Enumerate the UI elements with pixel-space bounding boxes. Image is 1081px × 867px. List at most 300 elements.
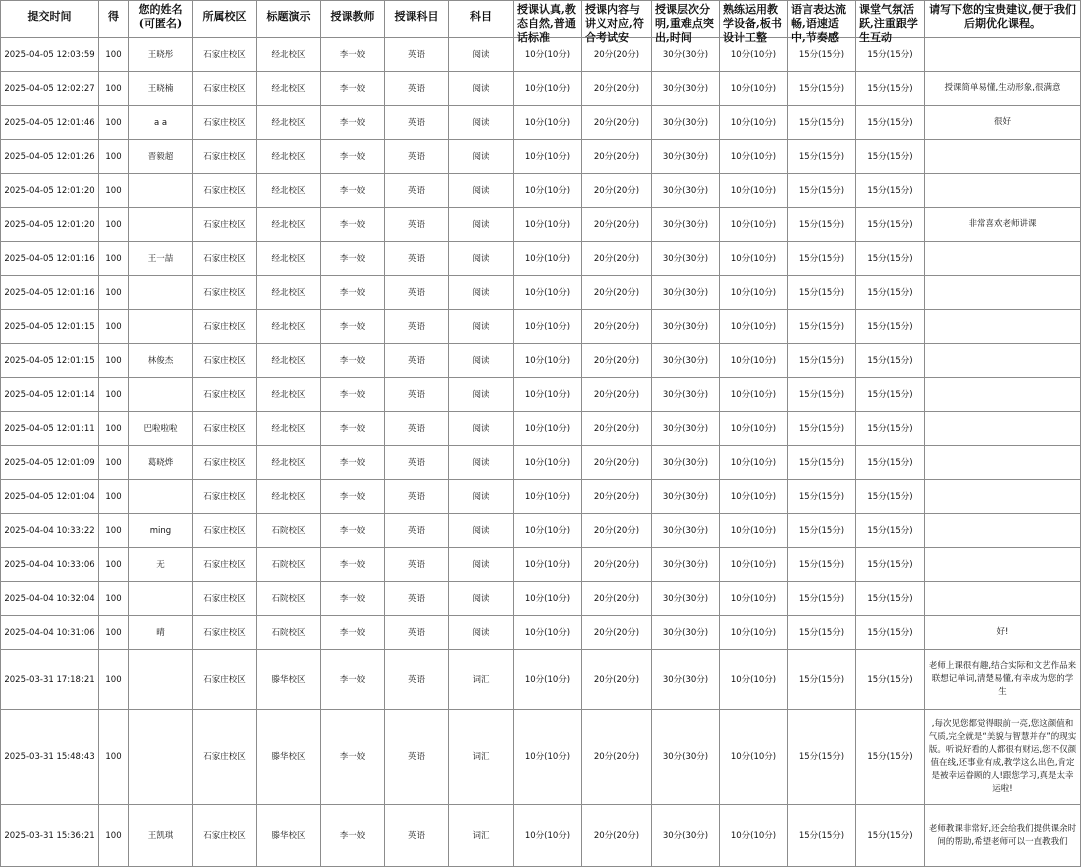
criterion-5-cell[interactable]: 15分(15分) xyxy=(788,208,856,242)
teacher-cell[interactable]: 李一姣 xyxy=(321,242,385,276)
teacher-cell[interactable]: 李一姣 xyxy=(321,650,385,710)
criterion-3-cell[interactable]: 30分(30分) xyxy=(652,174,720,208)
subject-cell[interactable]: 阅读 xyxy=(449,412,514,446)
suggestion-cell[interactable] xyxy=(925,38,1081,72)
name-cell[interactable] xyxy=(129,276,193,310)
score-cell[interactable]: 100 xyxy=(99,514,129,548)
table-row[interactable] xyxy=(1,208,1081,242)
subject-cell[interactable]: 阅读 xyxy=(449,276,514,310)
criterion-2-cell[interactable]: 20分(20分) xyxy=(582,412,652,446)
name-cell[interactable] xyxy=(129,582,193,616)
branch-cell[interactable]: 经北校区 xyxy=(257,106,321,140)
campus-cell[interactable]: 石家庄校区 xyxy=(193,174,257,208)
criterion-5-cell[interactable]: 15分(15分) xyxy=(788,650,856,710)
score-cell[interactable]: 100 xyxy=(99,446,129,480)
criterion-1-cell[interactable]: 10分(10分) xyxy=(514,106,582,140)
criterion-5-cell[interactable]: 15分(15分) xyxy=(788,72,856,106)
criterion-5-cell[interactable]: 15分(15分) xyxy=(788,106,856,140)
teacher-cell[interactable]: 李一姣 xyxy=(321,344,385,378)
campus-cell[interactable]: 石家庄校区 xyxy=(193,72,257,106)
course-cell[interactable]: 英语 xyxy=(385,805,449,867)
suggestion-cell[interactable] xyxy=(925,378,1081,412)
criterion-3-cell[interactable]: 30分(30分) xyxy=(652,446,720,480)
campus-cell[interactable]: 石家庄校区 xyxy=(193,514,257,548)
table-row[interactable] xyxy=(1,514,1081,548)
criterion-1-cell[interactable]: 10分(10分) xyxy=(514,276,582,310)
campus-cell[interactable]: 石家庄校区 xyxy=(193,208,257,242)
criterion-6-cell[interactable]: 15分(15分) xyxy=(856,548,925,582)
criterion-2-cell[interactable]: 20分(20分) xyxy=(582,514,652,548)
col-header-teacher[interactable] xyxy=(321,1,385,38)
criterion-4-cell[interactable]: 10分(10分) xyxy=(720,548,788,582)
criterion-3-cell[interactable]: 30分(30分) xyxy=(652,480,720,514)
criterion-5-cell[interactable]: 15分(15分) xyxy=(788,446,856,480)
name-cell[interactable]: 林俊杰 xyxy=(129,344,193,378)
course-cell[interactable]: 英语 xyxy=(385,106,449,140)
criterion-5-cell[interactable]: 15分(15分) xyxy=(788,276,856,310)
suggestion-cell[interactable]: 老师上课很有趣,结合实际和文艺作品来联想记单词,清楚易懂,有幸成为您的学生 xyxy=(925,650,1081,710)
score-cell[interactable]: 100 xyxy=(99,548,129,582)
col-header-criterion-1[interactable] xyxy=(514,1,582,44)
criterion-1-cell[interactable]: 10分(10分) xyxy=(514,514,582,548)
col-header-criterion-2[interactable] xyxy=(582,1,652,44)
branch-cell[interactable]: 经北校区 xyxy=(257,208,321,242)
suggestion-cell[interactable] xyxy=(925,548,1081,582)
criterion-4-cell[interactable]: 10分(10分) xyxy=(720,106,788,140)
suggestion-cell[interactable]: 好! xyxy=(925,616,1081,650)
course-cell[interactable]: 英语 xyxy=(385,276,449,310)
criterion-6-cell[interactable]: 15分(15分) xyxy=(856,412,925,446)
subject-cell[interactable]: 阅读 xyxy=(449,616,514,650)
criterion-3-cell[interactable]: 30分(30分) xyxy=(652,276,720,310)
criterion-4-cell[interactable]: 10分(10分) xyxy=(720,480,788,514)
criterion-4-cell[interactable]: 10分(10分) xyxy=(720,242,788,276)
subject-cell[interactable]: 词汇 xyxy=(449,805,514,867)
submit-time-cell[interactable]: 2025-03-31 15:36:21 xyxy=(1,805,99,867)
subject-cell[interactable]: 阅读 xyxy=(449,378,514,412)
branch-cell[interactable]: 石院校区 xyxy=(257,616,321,650)
criterion-6-cell[interactable]: 15分(15分) xyxy=(856,582,925,616)
criterion-3-cell[interactable]: 30分(30分) xyxy=(652,616,720,650)
branch-cell[interactable]: 石院校区 xyxy=(257,548,321,582)
table-row[interactable] xyxy=(1,310,1081,344)
submit-time-cell[interactable]: 2025-04-05 12:03:59 xyxy=(1,38,99,72)
branch-cell[interactable]: 经北校区 xyxy=(257,72,321,106)
campus-cell[interactable]: 石家庄校区 xyxy=(193,582,257,616)
criterion-3-cell[interactable]: 30分(30分) xyxy=(652,344,720,378)
criterion-4-cell[interactable]: 10分(10分) xyxy=(720,344,788,378)
col-header-campus[interactable] xyxy=(193,1,257,38)
subject-cell[interactable]: 阅读 xyxy=(449,446,514,480)
table-row[interactable] xyxy=(1,616,1081,650)
criterion-5-cell[interactable]: 15分(15分) xyxy=(788,174,856,208)
criterion-6-cell[interactable]: 15分(15分) xyxy=(856,174,925,208)
branch-cell[interactable]: 经北校区 xyxy=(257,140,321,174)
branch-cell[interactable]: 经北校区 xyxy=(257,310,321,344)
criterion-2-cell[interactable]: 20分(20分) xyxy=(582,140,652,174)
subject-cell[interactable]: 阅读 xyxy=(449,582,514,616)
teacher-cell[interactable]: 李一姣 xyxy=(321,106,385,140)
criterion-5-cell[interactable]: 15分(15分) xyxy=(788,480,856,514)
name-cell[interactable]: a a xyxy=(129,106,193,140)
criterion-1-cell[interactable]: 10分(10分) xyxy=(514,446,582,480)
score-cell[interactable]: 100 xyxy=(99,344,129,378)
table-row[interactable] xyxy=(1,805,1081,867)
subject-cell[interactable]: 阅读 xyxy=(449,174,514,208)
criterion-5-cell[interactable]: 15分(15分) xyxy=(788,548,856,582)
submit-time-cell[interactable]: 2025-04-05 12:01:14 xyxy=(1,378,99,412)
col-header-criterion-6[interactable] xyxy=(856,1,925,44)
criterion-1-cell[interactable]: 10分(10分) xyxy=(514,616,582,650)
suggestion-cell[interactable] xyxy=(925,446,1081,480)
col-header-branch[interactable] xyxy=(257,1,321,38)
table-row[interactable] xyxy=(1,140,1081,174)
score-cell[interactable]: 100 xyxy=(99,72,129,106)
criterion-3-cell[interactable]: 30分(30分) xyxy=(652,650,720,710)
course-cell[interactable]: 英语 xyxy=(385,38,449,72)
name-cell[interactable] xyxy=(129,174,193,208)
criterion-1-cell[interactable]: 10分(10分) xyxy=(514,805,582,867)
criterion-2-cell[interactable]: 20分(20分) xyxy=(582,310,652,344)
col-header-criterion-3[interactable] xyxy=(652,1,720,44)
criterion-2-cell[interactable]: 20分(20分) xyxy=(582,72,652,106)
branch-cell[interactable]: 滕华校区 xyxy=(257,650,321,710)
name-cell[interactable]: 王一喆 xyxy=(129,242,193,276)
criterion-6-cell[interactable]: 15分(15分) xyxy=(856,38,925,72)
criterion-6-cell[interactable]: 15分(15分) xyxy=(856,378,925,412)
criterion-1-cell[interactable]: 10分(10分) xyxy=(514,140,582,174)
campus-cell[interactable]: 石家庄校区 xyxy=(193,710,257,805)
suggestion-cell[interactable] xyxy=(925,140,1081,174)
suggestion-cell[interactable] xyxy=(925,242,1081,276)
course-cell[interactable]: 英语 xyxy=(385,616,449,650)
criterion-5-cell[interactable]: 15分(15分) xyxy=(788,140,856,174)
subject-cell[interactable]: 阅读 xyxy=(449,208,514,242)
criterion-6-cell[interactable]: 15分(15分) xyxy=(856,344,925,378)
suggestion-cell[interactable] xyxy=(925,310,1081,344)
criterion-1-cell[interactable]: 10分(10分) xyxy=(514,710,582,805)
criterion-4-cell[interactable]: 10分(10分) xyxy=(720,38,788,72)
criterion-2-cell[interactable]: 20分(20分) xyxy=(582,480,652,514)
criterion-4-cell[interactable]: 10分(10分) xyxy=(720,412,788,446)
campus-cell[interactable]: 石家庄校区 xyxy=(193,412,257,446)
submit-time-cell[interactable]: 2025-04-05 12:01:26 xyxy=(1,140,99,174)
criterion-1-cell[interactable]: 10分(10分) xyxy=(514,582,582,616)
suggestion-cell[interactable] xyxy=(925,174,1081,208)
criterion-4-cell[interactable]: 10分(10分) xyxy=(720,710,788,805)
criterion-6-cell[interactable]: 15分(15分) xyxy=(856,208,925,242)
score-cell[interactable]: 100 xyxy=(99,140,129,174)
criterion-2-cell[interactable]: 20分(20分) xyxy=(582,805,652,867)
score-cell[interactable]: 100 xyxy=(99,174,129,208)
criterion-3-cell[interactable]: 30分(30分) xyxy=(652,514,720,548)
submit-time-cell[interactable]: 2025-04-05 12:01:20 xyxy=(1,174,99,208)
teacher-cell[interactable]: 李一姣 xyxy=(321,276,385,310)
course-cell[interactable]: 英语 xyxy=(385,242,449,276)
branch-cell[interactable]: 经北校区 xyxy=(257,344,321,378)
table-row[interactable] xyxy=(1,242,1081,276)
name-cell[interactable] xyxy=(129,310,193,344)
teacher-cell[interactable]: 李一姣 xyxy=(321,514,385,548)
criterion-3-cell[interactable]: 30分(30分) xyxy=(652,106,720,140)
col-header-subject[interactable] xyxy=(449,1,514,38)
criterion-5-cell[interactable]: 15分(15分) xyxy=(788,710,856,805)
table-row[interactable] xyxy=(1,412,1081,446)
name-cell[interactable]: 晴 xyxy=(129,616,193,650)
criterion-4-cell[interactable]: 10分(10分) xyxy=(720,582,788,616)
criterion-2-cell[interactable]: 20分(20分) xyxy=(582,208,652,242)
course-cell[interactable]: 英语 xyxy=(385,72,449,106)
course-cell[interactable]: 英语 xyxy=(385,514,449,548)
subject-cell[interactable]: 阅读 xyxy=(449,514,514,548)
name-cell[interactable]: 王凯琪 xyxy=(129,805,193,867)
col-header-time[interactable] xyxy=(1,1,99,38)
criterion-1-cell[interactable]: 10分(10分) xyxy=(514,174,582,208)
criterion-3-cell[interactable]: 30分(30分) xyxy=(652,208,720,242)
name-cell[interactable]: 王晓楠 xyxy=(129,72,193,106)
criterion-2-cell[interactable]: 20分(20分) xyxy=(582,344,652,378)
teacher-cell[interactable]: 李一姣 xyxy=(321,310,385,344)
suggestion-cell[interactable]: ,每次见您都觉得眼前一亮,您这颜值和气质,完全就是“美貌与智慧并存”的现实版。听说好看的人都很有财运,您不仅颜值在线,还事业有成,教学这么出色,肯定是被幸运眷顾的人!跟您学习,真是太幸运啦! xyxy=(925,710,1081,805)
campus-cell[interactable]: 石家庄校区 xyxy=(193,616,257,650)
subject-cell[interactable]: 阅读 xyxy=(449,344,514,378)
name-cell[interactable] xyxy=(129,710,193,805)
name-cell[interactable]: 巴啦啦啦 xyxy=(129,412,193,446)
course-cell[interactable]: 英语 xyxy=(385,582,449,616)
submit-time-cell[interactable]: 2025-04-05 12:01:16 xyxy=(1,276,99,310)
course-cell[interactable]: 英语 xyxy=(385,378,449,412)
table-row[interactable] xyxy=(1,582,1081,616)
campus-cell[interactable]: 石家庄校区 xyxy=(193,106,257,140)
col-header-criterion-4[interactable] xyxy=(720,1,788,44)
table-row[interactable] xyxy=(1,650,1081,710)
subject-cell[interactable]: 阅读 xyxy=(449,242,514,276)
name-cell[interactable] xyxy=(129,480,193,514)
criterion-5-cell[interactable]: 15分(15分) xyxy=(788,310,856,344)
subject-cell[interactable]: 阅读 xyxy=(449,106,514,140)
branch-cell[interactable]: 经北校区 xyxy=(257,174,321,208)
criterion-2-cell[interactable]: 20分(20分) xyxy=(582,710,652,805)
criterion-1-cell[interactable]: 10分(10分) xyxy=(514,344,582,378)
submit-time-cell[interactable]: 2025-04-05 12:02:27 xyxy=(1,72,99,106)
col-header-suggestion[interactable] xyxy=(925,1,1081,38)
teacher-cell[interactable]: 李一姣 xyxy=(321,38,385,72)
criterion-2-cell[interactable]: 20分(20分) xyxy=(582,242,652,276)
name-cell[interactable]: 无 xyxy=(129,548,193,582)
suggestion-cell[interactable] xyxy=(925,412,1081,446)
submit-time-cell[interactable]: 2025-03-31 17:18:21 xyxy=(1,650,99,710)
course-cell[interactable]: 英语 xyxy=(385,174,449,208)
campus-cell[interactable]: 石家庄校区 xyxy=(193,378,257,412)
score-cell[interactable]: 100 xyxy=(99,242,129,276)
teacher-cell[interactable]: 李一姣 xyxy=(321,710,385,805)
col-header-criterion-5[interactable] xyxy=(788,1,856,44)
suggestion-cell[interactable] xyxy=(925,344,1081,378)
criterion-3-cell[interactable]: 30分(30分) xyxy=(652,805,720,867)
teacher-cell[interactable]: 李一姣 xyxy=(321,412,385,446)
criterion-4-cell[interactable]: 10分(10分) xyxy=(720,805,788,867)
teacher-cell[interactable]: 李一姣 xyxy=(321,548,385,582)
suggestion-cell[interactable] xyxy=(925,276,1081,310)
teacher-cell[interactable]: 李一姣 xyxy=(321,805,385,867)
criterion-6-cell[interactable]: 15分(15分) xyxy=(856,106,925,140)
score-cell[interactable]: 100 xyxy=(99,616,129,650)
criterion-3-cell[interactable]: 30分(30分) xyxy=(652,242,720,276)
score-cell[interactable]: 100 xyxy=(99,412,129,446)
campus-cell[interactable]: 石家庄校区 xyxy=(193,344,257,378)
submit-time-cell[interactable]: 2025-03-31 15:48:43 xyxy=(1,710,99,805)
submit-time-cell[interactable]: 2025-04-05 12:01:09 xyxy=(1,446,99,480)
criterion-3-cell[interactable]: 30分(30分) xyxy=(652,378,720,412)
course-cell[interactable]: 英语 xyxy=(385,412,449,446)
criterion-4-cell[interactable]: 10分(10分) xyxy=(720,174,788,208)
criterion-1-cell[interactable]: 10分(10分) xyxy=(514,378,582,412)
criterion-3-cell[interactable]: 30分(30分) xyxy=(652,582,720,616)
criterion-2-cell[interactable]: 20分(20分) xyxy=(582,174,652,208)
course-cell[interactable]: 英语 xyxy=(385,310,449,344)
criterion-6-cell[interactable]: 15分(15分) xyxy=(856,480,925,514)
criterion-6-cell[interactable]: 15分(15分) xyxy=(856,805,925,867)
suggestion-cell[interactable]: 非常喜欢老师讲课 xyxy=(925,208,1081,242)
criterion-5-cell[interactable]: 15分(15分) xyxy=(788,616,856,650)
criterion-4-cell[interactable]: 10分(10分) xyxy=(720,276,788,310)
suggestion-cell[interactable]: 很好 xyxy=(925,106,1081,140)
criterion-2-cell[interactable]: 20分(20分) xyxy=(582,276,652,310)
teacher-cell[interactable]: 李一姣 xyxy=(321,72,385,106)
subject-cell[interactable]: 阅读 xyxy=(449,548,514,582)
branch-cell[interactable]: 经北校区 xyxy=(257,242,321,276)
criterion-4-cell[interactable]: 10分(10分) xyxy=(720,140,788,174)
criterion-2-cell[interactable]: 20分(20分) xyxy=(582,582,652,616)
criterion-5-cell[interactable]: 15分(15分) xyxy=(788,344,856,378)
criterion-3-cell[interactable]: 30分(30分) xyxy=(652,310,720,344)
campus-cell[interactable]: 石家庄校区 xyxy=(193,805,257,867)
criterion-1-cell[interactable]: 10分(10分) xyxy=(514,72,582,106)
name-cell[interactable] xyxy=(129,208,193,242)
teacher-cell[interactable]: 李一姣 xyxy=(321,446,385,480)
score-cell[interactable]: 100 xyxy=(99,310,129,344)
table-row[interactable] xyxy=(1,378,1081,412)
subject-cell[interactable]: 阅读 xyxy=(449,310,514,344)
campus-cell[interactable]: 石家庄校区 xyxy=(193,446,257,480)
branch-cell[interactable]: 经北校区 xyxy=(257,38,321,72)
criterion-6-cell[interactable]: 15分(15分) xyxy=(856,242,925,276)
score-cell[interactable]: 100 xyxy=(99,480,129,514)
campus-cell[interactable]: 石家庄校区 xyxy=(193,242,257,276)
criterion-5-cell[interactable]: 15分(15分) xyxy=(788,805,856,867)
criterion-2-cell[interactable]: 20分(20分) xyxy=(582,616,652,650)
campus-cell[interactable]: 石家庄校区 xyxy=(193,650,257,710)
submit-time-cell[interactable]: 2025-04-04 10:31:06 xyxy=(1,616,99,650)
submit-time-cell[interactable]: 2025-04-05 12:01:20 xyxy=(1,208,99,242)
criterion-6-cell[interactable]: 15分(15分) xyxy=(856,140,925,174)
course-cell[interactable]: 英语 xyxy=(385,208,449,242)
branch-cell[interactable]: 经北校区 xyxy=(257,412,321,446)
branch-cell[interactable]: 经北校区 xyxy=(257,276,321,310)
table-row[interactable] xyxy=(1,344,1081,378)
course-cell[interactable]: 英语 xyxy=(385,548,449,582)
branch-cell[interactable]: 经北校区 xyxy=(257,378,321,412)
table-row[interactable] xyxy=(1,446,1081,480)
name-cell[interactable]: 晋毅超 xyxy=(129,140,193,174)
branch-cell[interactable]: 经北校区 xyxy=(257,446,321,480)
criterion-3-cell[interactable]: 30分(30分) xyxy=(652,548,720,582)
score-cell[interactable]: 100 xyxy=(99,710,129,805)
criterion-4-cell[interactable]: 10分(10分) xyxy=(720,514,788,548)
branch-cell[interactable]: 滕华校区 xyxy=(257,710,321,805)
criterion-3-cell[interactable]: 30分(30分) xyxy=(652,140,720,174)
col-header-course[interactable] xyxy=(385,1,449,38)
criterion-2-cell[interactable]: 20分(20分) xyxy=(582,650,652,710)
criterion-3-cell[interactable]: 30分(30分) xyxy=(652,710,720,805)
criterion-6-cell[interactable]: 15分(15分) xyxy=(856,446,925,480)
table-row[interactable] xyxy=(1,72,1081,106)
submit-time-cell[interactable]: 2025-04-05 12:01:15 xyxy=(1,344,99,378)
course-cell[interactable]: 英语 xyxy=(385,344,449,378)
branch-cell[interactable]: 滕华校区 xyxy=(257,805,321,867)
criterion-3-cell[interactable]: 30分(30分) xyxy=(652,72,720,106)
criterion-4-cell[interactable]: 10分(10分) xyxy=(720,72,788,106)
criterion-3-cell[interactable]: 30分(30分) xyxy=(652,412,720,446)
criterion-2-cell[interactable]: 20分(20分) xyxy=(582,548,652,582)
criterion-1-cell[interactable]: 10分(10分) xyxy=(514,208,582,242)
suggestion-cell[interactable]: 老师教课非常好,还会给我们提供课余时间的帮助,希望老师可以一直教我们 xyxy=(925,805,1081,867)
campus-cell[interactable]: 石家庄校区 xyxy=(193,140,257,174)
criterion-4-cell[interactable]: 10分(10分) xyxy=(720,378,788,412)
submit-time-cell[interactable]: 2025-04-05 12:01:15 xyxy=(1,310,99,344)
criterion-4-cell[interactable]: 10分(10分) xyxy=(720,616,788,650)
criterion-5-cell[interactable]: 15分(15分) xyxy=(788,582,856,616)
submit-time-cell[interactable]: 2025-04-05 12:01:11 xyxy=(1,412,99,446)
name-cell[interactable] xyxy=(129,378,193,412)
criterion-5-cell[interactable]: 15分(15分) xyxy=(788,378,856,412)
submit-time-cell[interactable]: 2025-04-04 10:33:22 xyxy=(1,514,99,548)
criterion-5-cell[interactable]: 15分(15分) xyxy=(788,514,856,548)
name-cell[interactable] xyxy=(129,650,193,710)
criterion-1-cell[interactable]: 10分(10分) xyxy=(514,242,582,276)
subject-cell[interactable]: 词汇 xyxy=(449,650,514,710)
teacher-cell[interactable]: 李一姣 xyxy=(321,582,385,616)
campus-cell[interactable]: 石家庄校区 xyxy=(193,310,257,344)
criterion-6-cell[interactable]: 15分(15分) xyxy=(856,710,925,805)
branch-cell[interactable]: 经北校区 xyxy=(257,480,321,514)
name-cell[interactable]: 葛晓烨 xyxy=(129,446,193,480)
table-row[interactable] xyxy=(1,106,1081,140)
score-cell[interactable]: 100 xyxy=(99,805,129,867)
table-row[interactable] xyxy=(1,276,1081,310)
table-row[interactable] xyxy=(1,548,1081,582)
subject-cell[interactable]: 阅读 xyxy=(449,140,514,174)
branch-cell[interactable]: 石院校区 xyxy=(257,582,321,616)
criterion-2-cell[interactable]: 20分(20分) xyxy=(582,38,652,72)
score-cell[interactable]: 100 xyxy=(99,276,129,310)
teacher-cell[interactable]: 李一姣 xyxy=(321,480,385,514)
criterion-1-cell[interactable]: 10分(10分) xyxy=(514,310,582,344)
campus-cell[interactable]: 石家庄校区 xyxy=(193,276,257,310)
campus-cell[interactable]: 石家庄校区 xyxy=(193,480,257,514)
table-row[interactable] xyxy=(1,480,1081,514)
score-cell[interactable]: 100 xyxy=(99,582,129,616)
course-cell[interactable]: 英语 xyxy=(385,140,449,174)
suggestion-cell[interactable] xyxy=(925,514,1081,548)
criterion-4-cell[interactable]: 10分(10分) xyxy=(720,208,788,242)
submit-time-cell[interactable]: 2025-04-04 10:33:06 xyxy=(1,548,99,582)
teacher-cell[interactable]: 李一姣 xyxy=(321,616,385,650)
criterion-6-cell[interactable]: 15分(15分) xyxy=(856,276,925,310)
table-row[interactable] xyxy=(1,710,1081,805)
course-cell[interactable]: 英语 xyxy=(385,446,449,480)
criterion-5-cell[interactable]: 15分(15分) xyxy=(788,412,856,446)
